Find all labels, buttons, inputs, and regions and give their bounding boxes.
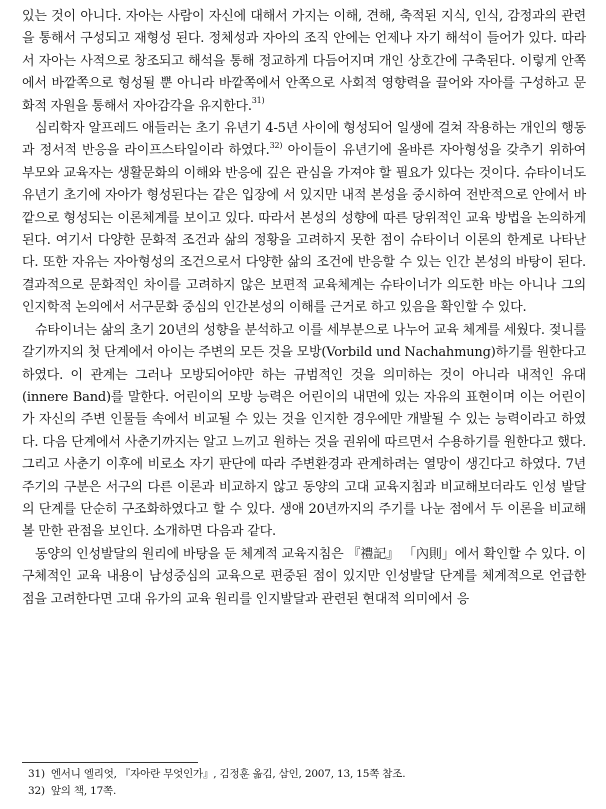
paragraph-text: 동양의 인성발달의 원리에 바탕을 둔 체계적 교육지침은 『禮記』 「內則」에서 확인할 수 있다. 이 구체적인 교육 내용이 남성중심의 교육으로 편중된 점이 있지만 인성발달 단계를 체계적으로 언급한 점을 고려한다면 고대 유가의 교육 원리를 인지발달과 관련된 현대적 의미에서 응 xyxy=(22,546,586,607)
footnote-divider xyxy=(22,762,198,763)
paragraph-p1 xyxy=(22,6,586,118)
footnote-reference[interactable]: 32) xyxy=(269,141,283,151)
footnote-number: 32) xyxy=(28,785,45,797)
body-text xyxy=(22,6,586,611)
footnote-text: 앞의 책, 17쪽. xyxy=(50,785,117,797)
paragraph-text: 슈타이너는 삶의 초기 20년의 성향을 분석하고 이를 세부분으로 나누어 교육 체계를 세웠다. 젖니를 갈기까지의 첫 단계에서 아이는 주변의 모든 것을 모방(Vorbild und Nachahmung)하기를 원한다고 하였다. 이 관계는 그러나 모방되어야만 하는 규범적인 것을 의미하는 것이 아니라 내적인 유대(innere Band)를 말한다. 어린이의 모방 능력은 어린이의 내면에 있는 자유의 표현이며 이는 어린이가 자신의 주변 인물들 속에서 비교될 수 있는 것을 인지한 경우에만 개발될 수 있는 능력이라고 하였다. 다음 단계에서 사춘기까지는 알고 느끼고 원하는 것을 권위에 따르면서 수용하기를 원한다고 했다. 그리고 사춘기 이후에 비로소 자기 판단에 따라 주변환경과 관계하려는 열망이 생긴다고 하였다. 7년 주기의 구분은 서구의 다른 이론과 비교하지 않고 동양의 고대 교육지침과 비교해보더라도 인성 발달의 단계를 단순히 구조화하였다고 할 수 있다. 생애 20년까지의 주기를 나눈 점에서 두 이론을 비교해 볼 만한 관점을 보인다. 소개하면 다음과 같다. xyxy=(22,322,587,540)
paragraph-text: 심리학자 알프레드 애들러는 초기 유년기 4-5년 사이에 형성되어 일생에 걸쳐 작용하는 개인의 행동과 정서적 반응을 라이프스타일이라 하였다. xyxy=(22,121,586,159)
footnotes xyxy=(28,766,584,800)
paragraph-p3 xyxy=(22,320,586,544)
paragraph-p2 xyxy=(22,118,586,320)
paragraph-text: 있는 것이 아니다. 자아는 사람이 자신에 대해서 가지는 이해, 견해, 축적된 지식, 인식, 감정과의 관련을 통해서 구성되고 재형성 된다. 정체성과 자아의 조직 안에는 언제나 자기 해석이 들어가 있다. 따라서 자아는 사적으로 창조되고 해석을 통해 정교하게 다듬어지며 개인 상호간에 구축된다. 이렇게 안쪽에서 바깥쪽으로 형성될 뿐 아니라 바깥쪽에서 안쪽으로 사회적 영향력을 끌어와 자아를 구성하고 문화적 자원을 통해서 자아감각을 유지한다. xyxy=(22,9,586,114)
footnote-item xyxy=(28,766,584,783)
footnote-number: 31) xyxy=(28,768,45,780)
paragraph-p4 xyxy=(22,544,586,611)
footnote-item xyxy=(28,783,584,800)
footnote-text: 엔서니 엘리엇, 『자아란 무엇인가』, 김정훈 옮김, 삼인, 2007, 13, 15쪽 참조. xyxy=(50,768,406,780)
footnote-reference[interactable]: 31) xyxy=(251,96,265,106)
paragraph-text: 아이들이 유년기에 올바른 자아형성을 갖추기 위하여 부모와 교육자는 생활문화의 이해와 반응에 깊은 관심을 가져야 할 필요가 있다는 것이다. 슈타이너도 유년기 초기에 자아가 형성된다는 같은 입장에 서 있지만 내적 본성을 중시하여 전반적으로 안에서 바깥으로 형성되는 이론체계를 보이고 있다. 따라서 본성의 성향에 따른 당위적인 교육 방법을 논의하게 된다. 여기서 다양한 문화적 조건과 삶의 정황을 고려하지 못한 점이 슈타이너 이론의 한계로 나타난다. 또한 자유는 자아형성의 조건으로서 다양한 삶의 조건에 반응할 수 있는 인간 본성의 바탕이 된다. 결과적으로 문화적인 차이를 고려하지 않은 보편적 교육체계는 슈타이너가 의도한 바는 아니나 그의 인지학적 논의에서 서구문화 중심의 인간본성의 이해를 근거로 하고 있음을 확인할 수 있다. xyxy=(22,143,586,316)
